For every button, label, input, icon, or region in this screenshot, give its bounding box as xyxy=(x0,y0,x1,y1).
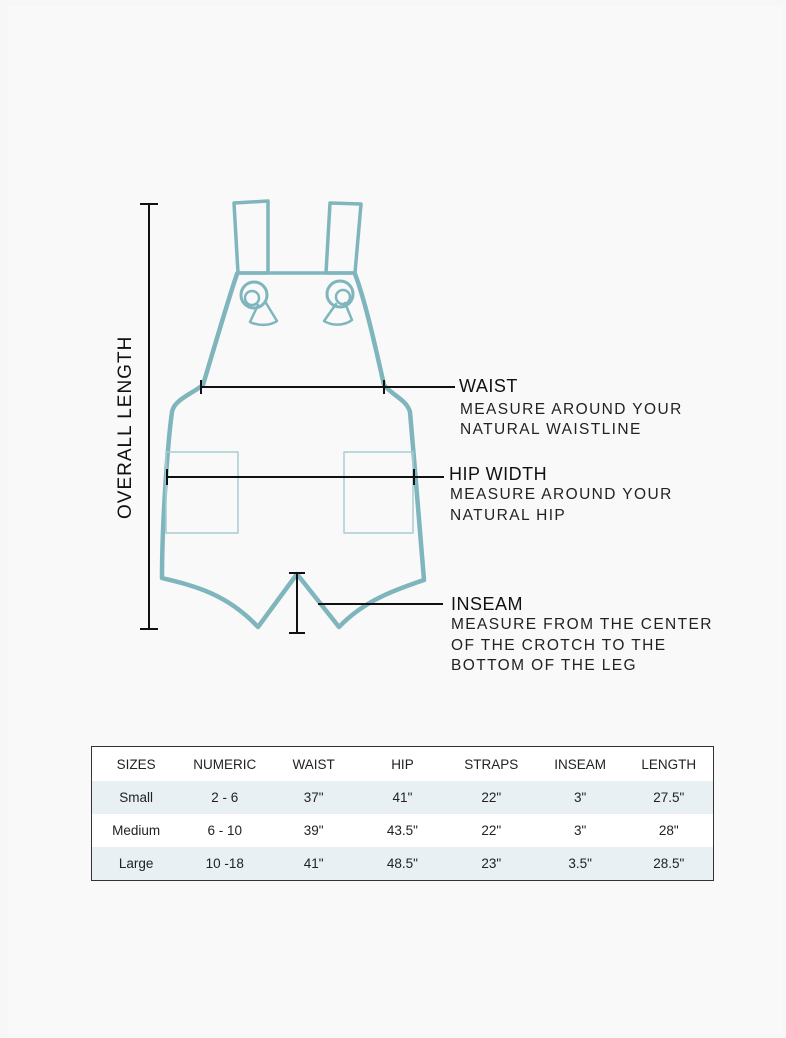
table-header-row xyxy=(92,747,714,782)
cell-length: 27.5" xyxy=(625,781,714,814)
cell-straps: 22" xyxy=(447,781,536,814)
table-row xyxy=(92,814,714,847)
cell-numeric: 2 - 6 xyxy=(180,781,269,814)
table-row xyxy=(92,781,714,814)
size-chart-table xyxy=(91,746,714,881)
cell-waist: 41" xyxy=(269,847,358,881)
cell-inseam: 3" xyxy=(573,823,587,838)
cell-hip: 48.5" xyxy=(358,847,447,881)
hip-width-desc-line-2: NATURAL HIP xyxy=(450,507,567,524)
cell-hip: 41" xyxy=(358,781,447,814)
right-pocket xyxy=(344,452,413,533)
header-inseam: INSEAM xyxy=(554,756,607,772)
header-straps: STRAPS xyxy=(464,756,519,772)
header-numeric: NUMERIC xyxy=(193,756,257,772)
hip-width-desc-line-1: MEASURE AROUND YOUR xyxy=(450,486,673,503)
measurement-lines xyxy=(140,204,455,633)
left-pocket xyxy=(166,452,238,533)
waist-desc-line-2: NATURAL WAISTLINE xyxy=(460,421,642,438)
inseam-title: INSEAM xyxy=(451,594,524,614)
header-hip: HIP xyxy=(391,756,414,772)
cell-waist: 39" xyxy=(303,823,324,838)
right-button-icon xyxy=(324,281,353,325)
cell-straps: 23" xyxy=(447,847,536,881)
cell-waist: 37" xyxy=(269,781,358,814)
overalls-garment xyxy=(162,201,424,627)
right-strap xyxy=(326,203,361,273)
cell-length: 28.5" xyxy=(625,847,714,881)
left-button-icon xyxy=(241,282,277,325)
header-length: LENGTH xyxy=(641,756,697,772)
cell-numeric: 10 -18 xyxy=(180,847,269,881)
cell-inseam: 3" xyxy=(536,781,625,814)
header-waist: WAIST xyxy=(292,756,335,772)
cell-size: Small xyxy=(92,781,181,814)
inseam-desc-line-3: BOTTOM OF THE LEG xyxy=(451,657,637,674)
left-strap xyxy=(234,201,268,273)
waist-desc-line-1: MEASURE AROUND YOUR xyxy=(460,401,683,418)
cell-size: Medium xyxy=(112,823,161,838)
inseam-desc-line-1: MEASURE FROM THE CENTER xyxy=(451,616,713,633)
cell-length: 28" xyxy=(658,823,679,838)
overall-length-label: OVERALL LENGTH xyxy=(115,335,136,519)
cell-size: Large xyxy=(92,847,181,881)
header-sizes: SIZES xyxy=(116,756,156,772)
cell-hip: 43.5" xyxy=(386,823,418,838)
cell-inseam: 3.5" xyxy=(536,847,625,881)
body-outline xyxy=(162,274,424,627)
cell-straps: 22" xyxy=(481,823,502,838)
waist-title: WAIST xyxy=(459,376,518,396)
hip-width-title: HIP WIDTH xyxy=(449,464,548,484)
inseam-desc-line-2: OF THE CROTCH TO THE xyxy=(451,637,667,654)
table-row xyxy=(92,847,714,881)
cell-numeric: 6 - 10 xyxy=(207,823,243,838)
